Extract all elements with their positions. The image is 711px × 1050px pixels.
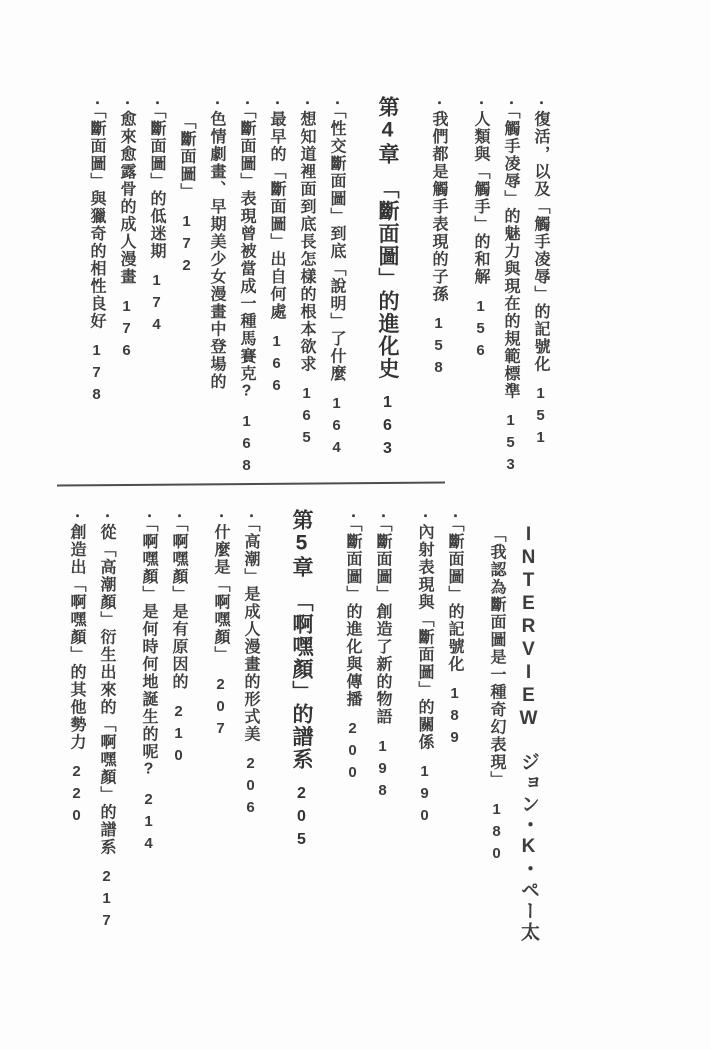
toc-entry-page-number: 210 xyxy=(170,702,187,769)
toc-entry-label: 「斷面圖」 xyxy=(178,113,195,201)
toc-item-continuation xyxy=(171,96,201,491)
bullet-icon: ・ xyxy=(69,509,84,524)
bullet-icon: ・ xyxy=(503,96,518,111)
toc-entry-page-number: 198 xyxy=(374,737,391,804)
toc-item xyxy=(81,96,111,491)
chapter4-toc-block xyxy=(81,96,555,491)
toc-entry-page-number: 165 xyxy=(298,385,315,451)
toc-entry-label: 什麼是「啊嘿顏」 xyxy=(212,523,229,664)
toc-entry-page-number: 176 xyxy=(118,297,135,364)
bullet-icon: ・ xyxy=(171,509,186,524)
bullet-icon: ・ xyxy=(473,96,488,111)
toc-item xyxy=(91,509,121,939)
toc-entry-label: 「斷面圖」創造了新的物語 xyxy=(374,523,391,726)
toc-entry-label: 「啊嘿顏」是何時何地誕生的呢? xyxy=(140,523,157,779)
toc-entry-label: 人類與「觸手」的和解 xyxy=(472,110,489,286)
toc-entry-page-number: 180 xyxy=(488,800,505,867)
toc-item xyxy=(261,96,291,491)
chapter-title xyxy=(367,96,407,491)
toc-entry-page-number: 168 xyxy=(238,413,255,479)
toc-item xyxy=(205,509,235,939)
toc-item xyxy=(231,96,261,491)
toc-entry-label: 「性交斷面圖」到底「說明」了什麼 xyxy=(328,110,345,383)
toc-entry-label: 「觸手凌辱」的魅力與現在的規範標準 xyxy=(502,110,519,400)
toc-entry-label: 「啊嘿顏」是有原因的 xyxy=(170,523,187,691)
toc-entry-label: 愈來愈露骨的成人漫畫 xyxy=(118,110,135,286)
toc-entry-page-number: 214 xyxy=(140,791,157,857)
toc-entry-label: 想知道裡面到底長怎樣的根本欲求 xyxy=(298,110,315,373)
toc-entry-page-number: 164 xyxy=(328,394,345,461)
toc-subtitle xyxy=(481,509,511,939)
bullet-icon: ・ xyxy=(533,96,548,111)
bullet-icon: ・ xyxy=(447,509,462,524)
bullet-icon: ・ xyxy=(375,509,390,524)
bullet-icon: ・ xyxy=(417,509,432,524)
toc-entry-page-number: 174 xyxy=(148,272,165,338)
interview-chapter5-toc-block xyxy=(61,509,545,943)
toc-entry-page-number: 151 xyxy=(532,385,549,451)
toc-entry-label: 色情劇畫、早期美少女漫畫中登場的 xyxy=(208,110,225,391)
toc-entry-label: INTERVIEW ジョン・K・ペー太 xyxy=(518,524,539,943)
bullet-icon: ・ xyxy=(329,96,344,111)
toc-entry-label: 創造出「啊嘿顏」的其他勢力 xyxy=(68,523,85,751)
toc-item xyxy=(133,509,163,939)
toc-item xyxy=(163,509,193,939)
toc-item xyxy=(291,96,321,491)
toc-entry-page-number: 220 xyxy=(68,763,85,829)
bullet-icon: ・ xyxy=(243,509,258,524)
toc-entry-page-number: 163 xyxy=(379,394,396,463)
toc-entry-label: 「我認為斷面圖是一種奇幻表現」 xyxy=(488,526,505,789)
toc-entry-label: 「斷面圖」與獵奇的相性良好 xyxy=(88,110,105,330)
chapter-title xyxy=(281,509,321,939)
toc-entry-label: 從「高潮顏」衍生出來的「啊嘿顏」的譜系 xyxy=(98,523,115,856)
toc-entry-page-number: 207 xyxy=(212,675,229,742)
toc-entry-page-number: 156 xyxy=(472,297,489,364)
toc-entry-label: 「高潮」是成人漫畫的形式美 xyxy=(242,523,259,743)
toc-entry-label: 復活，以及「觸手凌辱」的記號化 xyxy=(532,110,549,373)
toc-item xyxy=(201,96,231,491)
toc-item xyxy=(367,509,397,939)
toc-item xyxy=(235,509,265,939)
toc-entry-label: 「斷面圖」的進化與傳播 xyxy=(344,523,361,708)
toc-entry-label: 「斷面圖」的低迷期 xyxy=(148,110,165,260)
toc-entry-page-number: 206 xyxy=(242,755,259,821)
toc-entry-label: 內射表現與「斷面圖」的關係 xyxy=(416,523,433,751)
toc-entry-label: 我們都是觸手表現的子孫 xyxy=(430,110,447,303)
toc-entry-page-number: 172 xyxy=(178,212,195,279)
interview-header xyxy=(511,509,545,943)
toc-item xyxy=(465,96,495,491)
toc-item xyxy=(61,509,91,939)
toc-entry-label: 第5章 「啊嘿顏」的譜系 xyxy=(290,509,313,771)
bullet-icon: ・ xyxy=(269,96,284,111)
toc-item xyxy=(423,96,453,491)
bullet-icon: ・ xyxy=(345,509,360,524)
toc-entry-page-number: 189 xyxy=(446,685,463,751)
toc-entry-label: 「斷面圖」的記號化 xyxy=(446,523,463,673)
toc-entry-label: 第4章 「斷面圖」的進化史 xyxy=(376,96,399,380)
bullet-icon: ・ xyxy=(119,96,134,111)
toc-item xyxy=(525,96,555,491)
toc-entry-page-number: 158 xyxy=(430,315,447,381)
toc-item xyxy=(409,509,439,939)
toc-item xyxy=(141,96,171,491)
bullet-icon: ・ xyxy=(89,96,104,111)
toc-entry-page-number: 178 xyxy=(88,342,105,408)
toc-item xyxy=(439,509,469,939)
bullet-icon: ・ xyxy=(431,96,446,111)
toc-entry-label: 最早的「斷面圖」出自何處 xyxy=(268,110,285,321)
toc-entry-page-number: 190 xyxy=(416,763,433,829)
bullet-icon: ・ xyxy=(299,96,314,111)
bullet-icon: ・ xyxy=(209,96,224,111)
toc-item xyxy=(495,96,525,491)
bullet-icon: ・ xyxy=(141,509,156,524)
toc-entry-page-number: 153 xyxy=(502,412,519,478)
toc-entry-label: 「斷面圖」表現曾被當成一種馬賽克? xyxy=(238,110,255,401)
toc-entry-page-number: 205 xyxy=(293,784,310,854)
bullet-icon: ・ xyxy=(239,96,254,111)
bullet-icon: ・ xyxy=(149,96,164,111)
toc-entry-page-number: 217 xyxy=(98,868,115,934)
bullet-icon: ・ xyxy=(213,509,228,524)
bullet-icon: ・ xyxy=(99,509,114,524)
toc-item xyxy=(337,509,367,939)
toc-entry-page-number: 166 xyxy=(268,332,285,399)
toc-entry-page-number: 200 xyxy=(344,720,361,786)
toc-item xyxy=(321,96,351,491)
toc-item xyxy=(111,96,141,491)
